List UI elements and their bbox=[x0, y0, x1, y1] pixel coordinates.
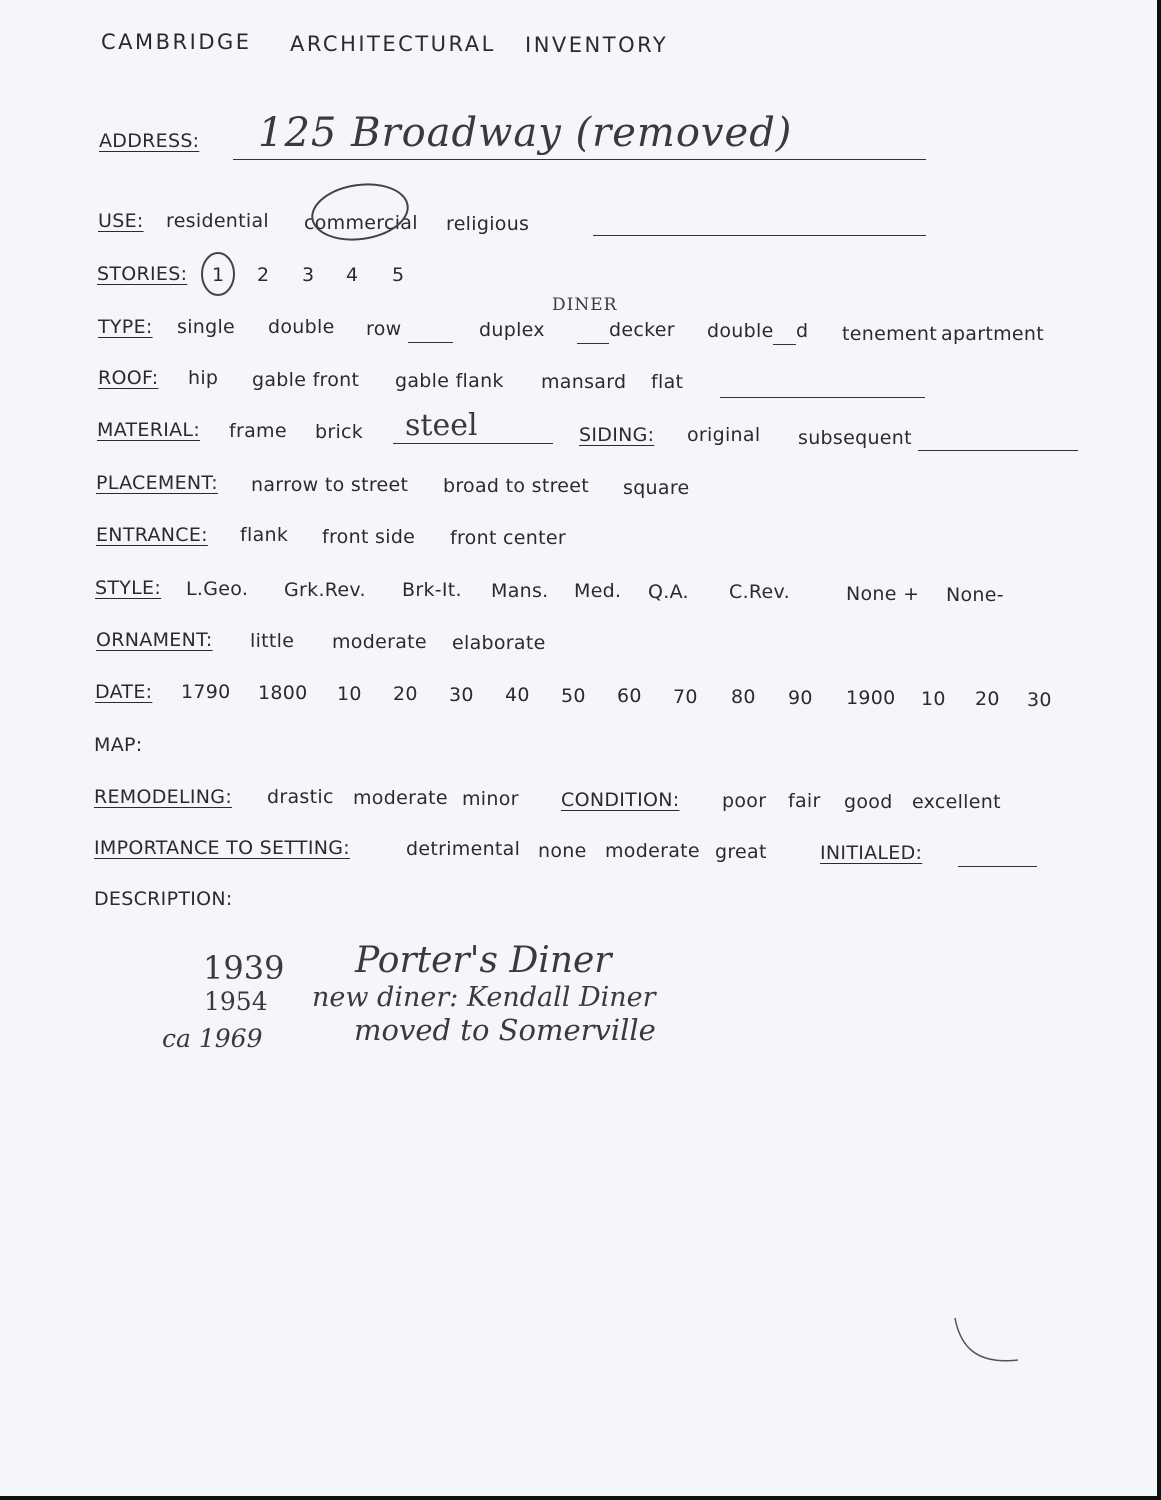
date-1910: 10 bbox=[921, 688, 946, 710]
stories-4: 4 bbox=[346, 264, 359, 286]
date-1920: 20 bbox=[975, 688, 1000, 710]
importance-great: great bbox=[715, 841, 767, 863]
style-lgeo: L.Geo. bbox=[186, 578, 249, 600]
style-grkrev: Grk.Rev. bbox=[284, 579, 366, 601]
stories-2: 2 bbox=[257, 264, 270, 286]
importance-label: IMPORTANCE TO SETTING: bbox=[94, 837, 350, 859]
date-1870: 70 bbox=[673, 686, 698, 708]
style-med: Med. bbox=[574, 580, 622, 602]
date-1790: 1790 bbox=[181, 681, 231, 703]
date-1830: 30 bbox=[449, 684, 474, 706]
siding-subsequent: subsequent bbox=[798, 427, 912, 449]
stories-1-circle bbox=[202, 253, 234, 295]
ornament-moderate: moderate bbox=[332, 631, 427, 653]
use-residential: residential bbox=[166, 210, 270, 232]
roof-hip: hip bbox=[188, 367, 219, 389]
placement-label: PLACEMENT: bbox=[96, 472, 218, 494]
style-crev: C.Rev. bbox=[729, 581, 790, 603]
date-1820: 20 bbox=[393, 683, 418, 705]
address-value: 125 Broadway (removed) bbox=[258, 110, 793, 156]
style-none-plus: None + bbox=[846, 583, 920, 605]
stories-5: 5 bbox=[392, 264, 405, 286]
placement-narrow: narrow to street bbox=[251, 474, 409, 496]
stray-mark bbox=[955, 1318, 1018, 1361]
date-1930: 30 bbox=[1027, 689, 1052, 711]
material-value: steel bbox=[405, 408, 478, 443]
initialed-label: INITIALED: bbox=[820, 842, 923, 864]
description-text-1: Porter's Diner bbox=[355, 940, 612, 981]
type-row: row bbox=[366, 318, 402, 340]
entrance-flank: flank bbox=[240, 524, 289, 546]
roof-flat: flat bbox=[651, 371, 684, 393]
condition-good: good bbox=[844, 791, 893, 813]
type-tenement: tenement bbox=[842, 323, 937, 345]
importance-moderate: moderate bbox=[605, 840, 700, 862]
entrance-front-side: front side bbox=[322, 526, 416, 548]
remodeling-drastic: drastic bbox=[267, 786, 334, 808]
date-1840: 40 bbox=[505, 684, 530, 706]
description-text-3: moved to Somerville bbox=[354, 1013, 656, 1047]
description-label: DESCRIPTION: bbox=[94, 888, 233, 910]
condition-label: CONDITION: bbox=[561, 789, 680, 811]
description-text-2: new diner: Kendall Diner bbox=[312, 982, 656, 1013]
placement-square: square bbox=[623, 477, 690, 499]
ornament-elaborate: elaborate bbox=[452, 632, 546, 654]
date-1860: 60 bbox=[617, 685, 642, 707]
type-label: TYPE: bbox=[98, 316, 153, 338]
condition-poor: poor bbox=[722, 790, 767, 812]
stories-3: 3 bbox=[302, 264, 315, 286]
type-duplex: duplex bbox=[479, 319, 545, 341]
style-mans: Mans. bbox=[491, 580, 549, 602]
type-annotation: DINER bbox=[552, 295, 618, 315]
type-decker: decker bbox=[609, 319, 675, 341]
importance-detrimental: detrimental bbox=[406, 838, 521, 860]
material-frame: frame bbox=[229, 420, 287, 442]
style-none-minus: None- bbox=[946, 584, 1004, 606]
type-single: single bbox=[177, 316, 236, 338]
ornament-little: little bbox=[250, 630, 295, 652]
date-1800: 1800 bbox=[258, 682, 308, 704]
date-1880: 80 bbox=[731, 686, 756, 708]
title-inventory: INVENTORY bbox=[525, 33, 669, 57]
condition-excellent: excellent bbox=[912, 791, 1001, 813]
description-year-1: 1939 bbox=[203, 949, 285, 987]
type-apartment: apartment bbox=[941, 323, 1044, 345]
description-year-3: ca 1969 bbox=[162, 1024, 263, 1053]
title-architectural: ARCHITECTURAL bbox=[290, 32, 496, 56]
remodeling-minor: minor bbox=[462, 788, 519, 810]
siding-label: SIDING: bbox=[579, 424, 655, 446]
map-label: MAP: bbox=[94, 734, 143, 756]
stories-1: 1 bbox=[212, 264, 225, 286]
style-label: STYLE: bbox=[95, 577, 162, 599]
style-qa: Q.A. bbox=[648, 581, 689, 603]
entrance-label: ENTRANCE: bbox=[96, 524, 208, 546]
roof-gable-flank: gable flank bbox=[395, 370, 504, 392]
importance-none: none bbox=[538, 840, 587, 862]
type-double-d: double bbox=[707, 320, 774, 342]
type-d: d bbox=[796, 320, 809, 342]
use-religious: religious bbox=[446, 213, 530, 235]
condition-fair: fair bbox=[788, 790, 821, 812]
entrance-front-center: front center bbox=[450, 527, 566, 549]
date-1810: 10 bbox=[337, 683, 362, 705]
use-label: USE: bbox=[98, 210, 144, 232]
use-commercial: commercial bbox=[304, 212, 418, 234]
date-1850: 50 bbox=[561, 685, 586, 707]
material-brick: brick bbox=[315, 421, 364, 443]
placement-broad: broad to street bbox=[443, 475, 590, 497]
description-year-2: 1954 bbox=[204, 987, 268, 1016]
type-double: double bbox=[268, 316, 335, 338]
date-1900: 1900 bbox=[846, 687, 896, 709]
roof-label: ROOF: bbox=[98, 367, 159, 389]
siding-original: original bbox=[687, 424, 761, 446]
stories-label: STORIES: bbox=[97, 263, 188, 285]
roof-gable-front: gable front bbox=[252, 369, 360, 391]
material-label: MATERIAL: bbox=[97, 419, 201, 441]
style-brkit: Brk-It. bbox=[402, 579, 462, 601]
roof-mansard: mansard bbox=[541, 371, 627, 393]
commercial-circle bbox=[309, 179, 412, 246]
ornament-label: ORNAMENT: bbox=[96, 629, 213, 651]
date-1890: 90 bbox=[788, 687, 813, 709]
remodeling-moderate: moderate bbox=[353, 787, 448, 809]
address-label: ADDRESS: bbox=[99, 130, 200, 152]
remodeling-label: REMODELING: bbox=[94, 786, 233, 808]
date-label: DATE: bbox=[95, 681, 153, 703]
title-cambridge: CAMBRIDGE bbox=[101, 30, 252, 54]
